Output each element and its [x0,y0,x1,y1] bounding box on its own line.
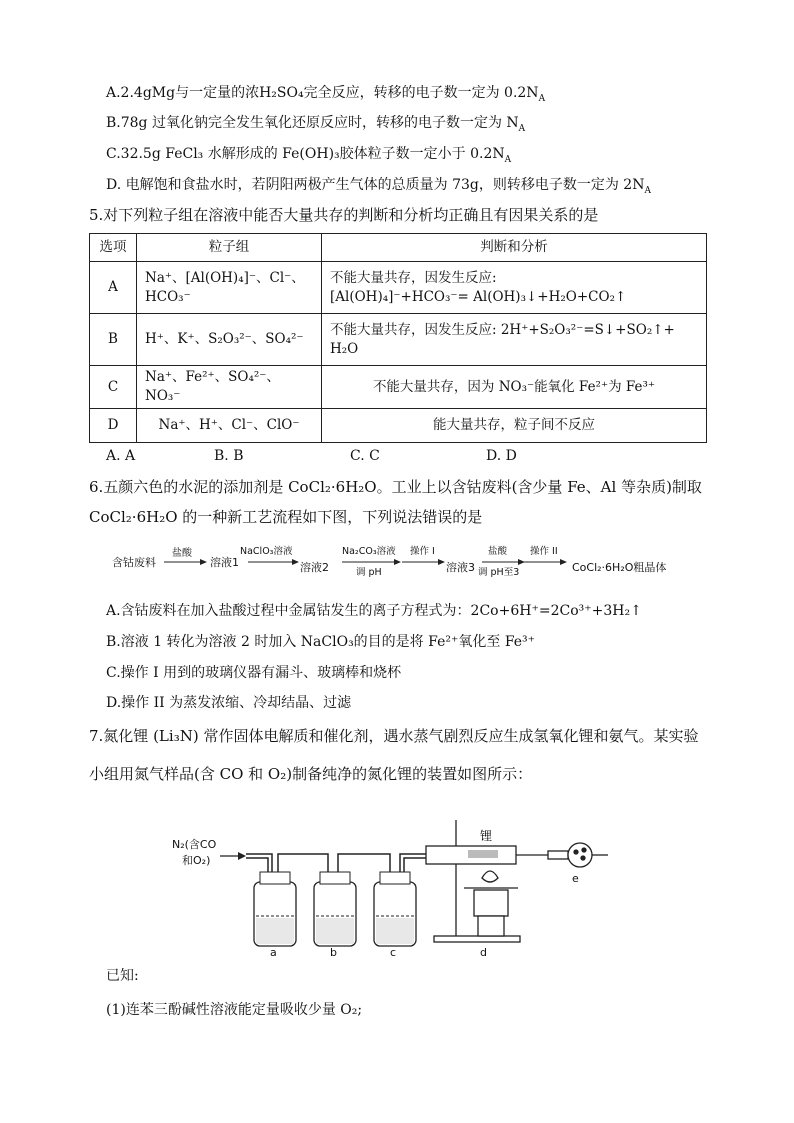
table-cell: H⁺、K⁺、S₂O₃²⁻、SO₄²⁻ [137,314,322,366]
analysis-line: [Al(OH)₄]⁻+HCO₃⁻= Al(OH)₃↓+H₂O+CO₂↑ [330,288,627,305]
q5-answer-c: C. C [350,448,380,464]
table-cell: Na⁺、[Al(OH)₄]⁻、Cl⁻、HCO₃⁻ [137,262,322,314]
table-header: 粒子组 [137,234,322,262]
flow-solution3: 溶液3 [446,561,475,574]
table-cell: D [90,409,137,443]
q6-option-d: D.操作 II 为蒸发浓缩、冷却结晶、过滤 [106,695,352,711]
q5-stem: 5.对下列粒子组在溶液中能否大量共存的判断和分析均正确且有因果关系的是 [89,206,599,224]
q4-option-c: C.32.5g FeCl₃ 水解形成的 Fe(OH)₃胶体粒子数一定小于 $0.2N_A$ [106,146,512,165]
q7-stem-line2: 小组用氮气样品(含 CO 和 O₂)制备纯净的氮化锂的装置如图所示： [89,765,533,783]
q5-table [89,233,707,443]
label-d: d [480,946,487,959]
flow-reagent: NaClO₃溶液 [240,546,293,557]
table-cell: 能大量共存，粒子间不反应 [322,409,707,443]
label-a: a [270,946,277,959]
analysis-line: 不能大量共存，因发生反应: [330,269,497,286]
flow-product: CoCl₂·6H₂O粗晶体 [572,561,667,574]
known-item-1: (1)连苯三酚碱性溶液能定量吸收少量 O₂; [106,1002,363,1018]
flow-condition: 调 pH至3 [478,567,520,578]
table-cell: C [90,366,137,409]
q7-stem-line1: 7.氮化锂 (Li₃N) 常作固体电解质和催化剂，遇水蒸气剧烈反应生成氢氧化锂和氨气。某实验 [89,727,699,745]
table-row [90,409,707,443]
q6-stem-line2: CoCl₂·6H₂O 的一种新工艺流程如下图，下列说法错误的是 [89,508,483,526]
inlet-label: N₂(含CO [172,838,217,851]
table-cell: Na⁺、Fe²⁺、SO₄²⁻、NO₃⁻ [137,366,322,409]
table-cell [322,262,707,314]
q5-answer-d: D. D [486,448,517,464]
label-c: c [390,946,397,959]
q4-option-d: D. 电解饱和食盐水时，若阴阳两极产生气体的总质量为 73g，则转移电子数一定为 $2N_A$ [106,177,651,196]
analysis-line: 不能大量共存，因发生反应: 2H⁺+S₂O₃²⁻=S↓+SO₂↑+ [330,321,675,338]
flow-start: 含钴废料 [112,556,156,569]
q5-answer-b: B. B [214,448,244,464]
flow-reagent: 盐酸 [172,548,192,559]
table-cell: B [90,314,137,366]
table-cell: A [90,262,137,314]
q6-stem-line1: 6.五颜六色的水泥的添加剂是 CoCl₂·6H₂O。工业上以含钴废料(含少量 Fe、Al 等杂质)制取 [89,478,702,496]
table-header: 判断和分析 [322,234,707,262]
bottle-b [314,872,356,946]
flow-condition: 调 pH [356,567,382,578]
q6-option-b: B.溶液 1 转化为溶液 2 时加入 NaClO₃的目的是将 Fe²⁺氧化至 Fe³⁺ [106,634,536,650]
flow-operation: 操作 II [530,546,558,557]
table-row [90,262,707,314]
table-row [90,314,707,366]
bottle-a [254,872,296,946]
q6-flow-diagram [110,540,710,588]
known-heading: 已知: [106,968,139,984]
q5-answer-a: A. A [106,448,136,464]
flow-reagent: 盐酸 [488,546,508,557]
analysis-line: H₂O [330,340,359,357]
q6-option-c: C.操作 I 用到的玻璃仪器有漏斗、玻璃棒和烧杯 [106,665,402,681]
q6-option-a: A.含钴废料在加入盐酸过程中金属钴发生的离子方程式为：2Co+6H⁺=2Co³⁺+3H₂↑ [106,603,642,619]
label-e: e [572,872,579,885]
table-row [90,366,707,409]
table-header: 选项 [90,234,137,262]
lithium-label: 锂 [480,829,493,843]
table-cell: Na⁺、H⁺、Cl⁻、ClO⁻ [137,409,322,443]
label-b: b [330,946,337,959]
drying-tube-e [548,843,608,867]
flow-solution2: 溶液2 [300,561,329,574]
q4-option-b: B.78g 过氧化钠完全发生氧化还原反应时，转移的电子数一定为 $N_A$ [106,115,526,134]
q4-option-a: A.2.4gMg与一定量的浓H₂SO₄完全反应，转移的电子数一定为 $0.2N_A$ [106,85,546,104]
inlet-label: 和O₂) [182,854,211,867]
flow-reagent: Na₂CO₃溶液 [342,546,396,557]
q7-apparatus-diagram [168,820,618,960]
bottle-c [374,872,416,946]
flow-operation: 操作 I [410,546,435,557]
table-cell: 不能大量共存，因为 NO₃⁻能氧化 Fe²⁺为 Fe³⁺ [322,366,707,409]
flow-solution1: 溶液1 [210,556,239,569]
table-cell [322,314,707,366]
